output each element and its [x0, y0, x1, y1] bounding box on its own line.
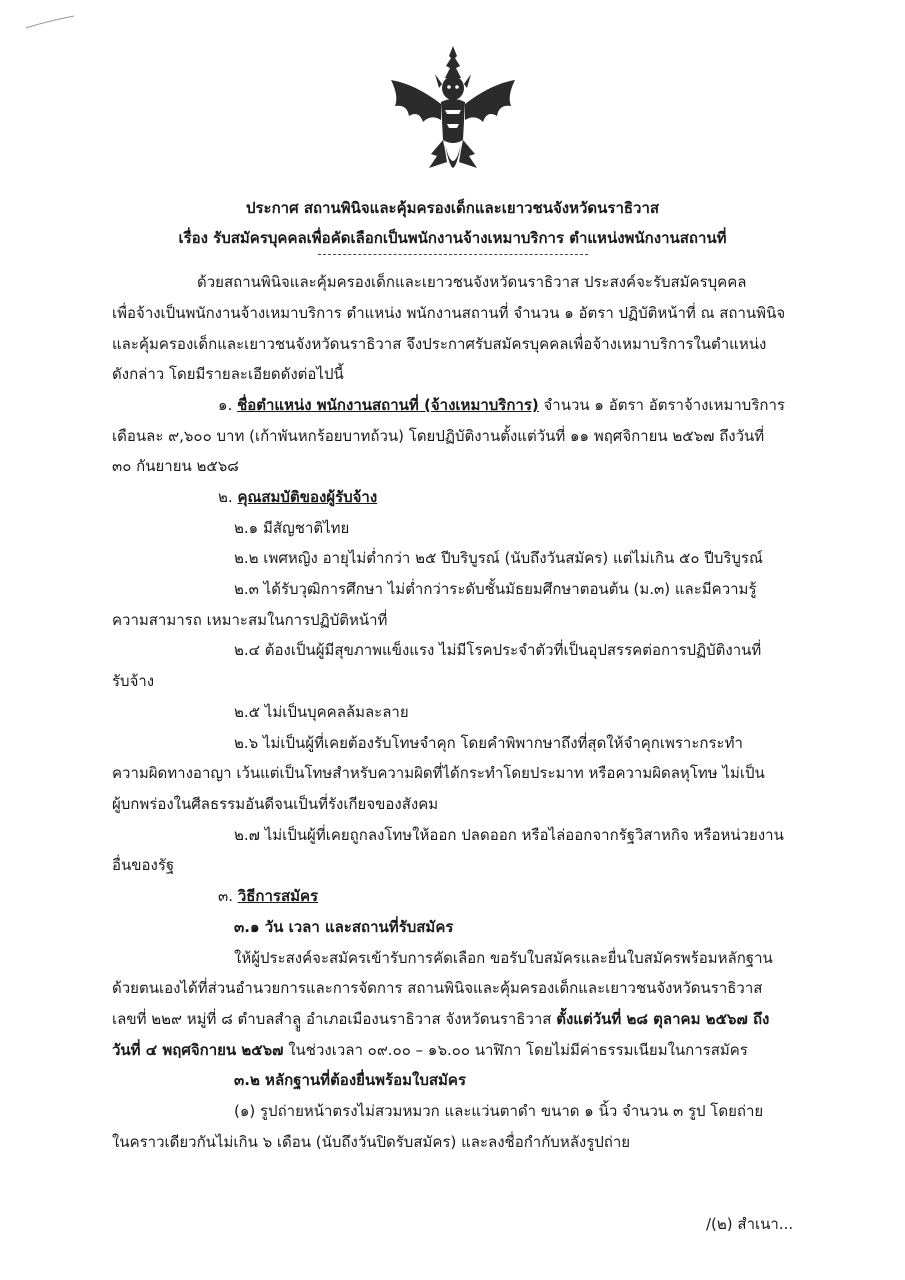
application-hours: ในช่วงเวลา ๐๙.๐๐ – ๑๖.๐๐ นาฬิกา โดยไม่มีค่าธรรมเนียมในการสมัคร — [283, 1041, 748, 1059]
application-line-1: ให้ผู้ประสงค์จะสมัครเข้ารับการคัดเลือก ขอรับใบสมัครและยื่นใบสมัครพร้อมหลักฐาน — [234, 949, 773, 967]
pen-mark — [24, 14, 76, 32]
application-line-3 — [112, 1009, 769, 1029]
section-1-line-3: ๓๐ กันยายน ๒๕๖๘ — [112, 457, 239, 475]
intro-line-3: และคุ้มครองเด็กและเยาวชนจังหวัดนราธิวาส จึงประกาศรับสมัครบุคคลเพื่อจ้างเหมาบริการในตำแหน่ง — [112, 335, 767, 353]
section-2-heading-line — [218, 487, 377, 507]
announcement-title: ประกาศ สถานพินิจและคุ้มครองเด็กและเยาวชนจังหวัดนราธิวาส — [245, 199, 660, 217]
garuda-emblem-icon — [385, 44, 521, 180]
application-line-4 — [112, 1040, 748, 1060]
section-3-heading: วิธีการสมัคร — [237, 887, 319, 905]
announcement-subject: เรื่อง รับสมัครบุคคลเพื่อคัดเลือกเป็นพนักงานจ้างเหมาบริการ ตำแหน่งพนักงานสถานที่ — [178, 229, 727, 247]
continued-marker: /(๒) สำเนา... — [706, 1215, 794, 1233]
qualification-2-1: ๒.๑ มีสัญชาติไทย — [234, 519, 350, 537]
qualification-2-7b: อื่นของรัฐ — [112, 856, 175, 874]
application-line-2: ด้วยตนเองได้ที่ส่วนอำนวยการและการจัดการ สถานพินิจและคุ้มครองเด็กและเยาวชนจังหวัดนราธิวาส — [112, 979, 763, 997]
section-1-line-1 — [218, 395, 785, 415]
qualification-2-7a: ๒.๗ ไม่เป็นผู้ที่เคยถูกลงโทษให้ออก ปลดออก หรือไล่ออกจากรัฐวิสาหกิจ หรือหน่วยงาน — [234, 826, 784, 844]
qualification-2-3b: ความสามารถ เหมาะสมในการปฏิบัติหน้าที่ — [112, 611, 388, 629]
qualification-2-6c: ผู้บกพร่องในศีลธรรมอันดีจนเป็นที่รังเกียจของสังคม — [112, 795, 439, 813]
application-start-date: ตั้งแต่วันที่ ๒๘ ตุลาคม ๒๕๖๗ ถึง — [556, 1010, 770, 1028]
section-1-rest: จำนวน ๑ อัตรา อัตราจ้างเหมาบริการ — [538, 396, 785, 414]
section-1-number: ๑. — [218, 396, 233, 414]
section-1-line-2: เดือนละ ๙,๖๐๐ บาท (เก้าพันหกร้อยบาทถ้วน) โดยปฏิบัติงานตั้งแต่วันที่ ๑๑ พฤศจิกายน ๒๕๖๗ ถึงวันที่ — [112, 427, 765, 445]
section-3-heading-line — [218, 886, 318, 906]
intro-line-1: ด้วยสถานพินิจและคุ้มครองเด็กและเยาวชนจังหวัดนราธิวาส ประสงค์จะรับสมัครบุคคล — [197, 273, 747, 291]
application-address: เลขที่ ๒๒๙ หมู่ที่ ๘ ตำบลสำลูู อำเภอเมืองนราธิวาส จังหวัดนราธิวาส — [112, 1010, 557, 1028]
document-item-1b: ในคราวเดียวกันไม่เกิน ๖ เดือน (นับถึงวันปิดรับสมัคร) และลงชื่อกำกับหลังรูปถ่าย — [112, 1133, 631, 1151]
qualification-2-6b: ความผิดทางอาญา เว้นแต่เป็นโทษสำหรับความผิดที่ได้กระทำโดยประมาท หรือความผิดลหุโทษ ไม่เป็น — [112, 764, 765, 782]
application-end-date: วันที่ ๔ พฤศจิกายน ๒๕๖๗ — [112, 1041, 284, 1059]
title-separator — [318, 254, 588, 255]
section-1-heading: ชื่อตำแหน่ง พนักงานสถานที่ (จ้างเหมาบริการ) — [237, 396, 539, 414]
document-item-1a: (๑) รูปถ่ายหน้าตรงไม่สวมหมวก และแว่นตาดำ ขนาด ๑ นิ้ว จำนวน ๓ รูป โดยถ่าย — [234, 1102, 764, 1120]
intro-line-2: เพื่อจ้างเป็นพนักงานจ้างเหมาบริการ ตำแหน่ง พนักงานสถานที่ จำนวน ๑ อัตรา ปฏิบัติหน้าที่ ณ สถานพินิจ — [112, 304, 786, 322]
qualification-2-5: ๒.๕ ไม่เป็นบุคคลล้มละลาย — [234, 703, 409, 721]
section-3-number: ๓. — [218, 887, 234, 905]
qualification-2-3a: ๒.๓ ได้รับวุฒิการศึกษา ไม่ต่ำกว่าระดับชั้นมัธยมศึกษาตอนต้น (ม.๓) และมีความรู้ — [234, 580, 757, 598]
subsection-3-1: ๓.๑ วัน เวลา และสถานที่รับสมัคร — [234, 918, 454, 936]
qualification-2-2: ๒.๒ เพศหญิง อายุไม่ต่ำกว่า ๒๕ ปีบริบูรณ์ (นับถึงวันสมัคร) แต่ไม่เกิน ๕๐ ปีบริบูรณ์ — [234, 549, 763, 567]
section-2-heading: คุณสมบัติของผู้รับจ้าง — [237, 488, 378, 506]
qualification-2-6a: ๒.๖ ไม่เป็นผู้ที่เคยต้องรับโทษจำคุก โดยคำพิพากษาถึงที่สุดให้จำคุกเพราะกระทำ — [234, 734, 743, 752]
intro-line-4: ดังกล่าว โดยมีรายละเอียดดังต่อไปนี้ — [112, 365, 344, 383]
qualification-2-4a: ๒.๔ ต้องเป็นผู้มีสุขภาพแข็งแรง ไม่มีโรคประจำตัวที่เป็นอุปสรรคต่อการปฏิบัติงานที่ — [234, 641, 762, 659]
subsection-3-2: ๓.๒ หลักฐานที่ต้องยื่นพร้อมใบสมัคร — [234, 1071, 467, 1089]
section-2-number: ๒. — [218, 488, 233, 506]
qualification-2-4b: รับจ้าง — [112, 672, 155, 690]
